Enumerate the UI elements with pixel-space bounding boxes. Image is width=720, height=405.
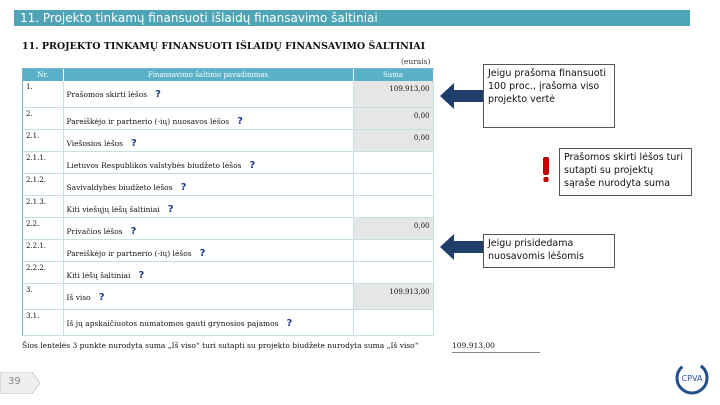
- row-number: 2.2.1.: [23, 239, 63, 261]
- row-sum-field[interactable]: [353, 173, 433, 195]
- help-icon[interactable]: ?: [155, 89, 161, 100]
- row-source-name: Privačios lėšos: [66, 226, 123, 236]
- row-number: 2.1.1.: [23, 151, 63, 173]
- row-sum-field[interactable]: [353, 195, 433, 217]
- row-number: 1.: [23, 81, 63, 107]
- table-row: [23, 239, 433, 261]
- row-source-name-cell: [63, 239, 353, 261]
- table-row: [23, 195, 433, 217]
- table-row: [23, 261, 433, 283]
- table-body: [23, 81, 433, 335]
- row-source-name-cell: [63, 129, 353, 151]
- row-source-name: Iš viso: [66, 292, 91, 302]
- help-icon[interactable]: ?: [249, 159, 256, 171]
- row-sum-field[interactable]: [353, 239, 433, 261]
- row-number: 3.: [23, 283, 63, 309]
- table-row: [23, 173, 433, 195]
- row-sum-field[interactable]: 0,00: [353, 107, 433, 129]
- help-icon[interactable]: ?: [180, 181, 187, 193]
- cpva-logo-icon: [672, 358, 712, 398]
- footnote: Šios lentelės 3 punkte nurodyta suma „Iš viso“ turi sutapti su projekto biudžete nurodyta suma „Iš viso“: [22, 341, 419, 350]
- row-source-name: Iš jų apskaičiuotos numatomos gauti grynosios pajamos: [66, 318, 279, 328]
- row-source-name-cell: [63, 283, 353, 309]
- row-source-name-cell: [63, 217, 353, 239]
- help-icon[interactable]: ?: [286, 317, 293, 329]
- row-number: 2.2.2.: [23, 261, 63, 283]
- help-icon[interactable]: ?: [199, 247, 206, 259]
- table-row: [23, 151, 433, 173]
- callout-requested-funds: Jeigu prašoma finansuoti 100 proc., įrašoma viso projekto vertė: [483, 64, 615, 128]
- row-number: 3.1.: [23, 309, 63, 335]
- row-source-name: Lietuvos Respublikos valstybės biudžeto lėšos: [66, 160, 242, 170]
- column-header-nr: Nr.: [23, 69, 63, 81]
- row-sum-field[interactable]: [353, 309, 433, 335]
- table-row: [23, 217, 433, 239]
- help-icon[interactable]: ?: [138, 269, 145, 281]
- row-number: 2.1.: [23, 129, 63, 151]
- slide-title: 11. Projekto tinkamų finansuoti išlaidų finansavimo šaltiniai: [14, 10, 690, 26]
- financing-sources-table: [23, 69, 434, 336]
- row-source-name: Savivaldybės biudžeto lėšos: [66, 182, 173, 192]
- column-header-sum: Suma: [353, 69, 433, 81]
- row-number: 2.: [23, 107, 63, 129]
- arrow-left-icon: [440, 83, 486, 109]
- row-number: 2.1.3.: [23, 195, 63, 217]
- help-icon[interactable]: ?: [130, 225, 137, 237]
- page-number-tag: [0, 372, 40, 394]
- row-sum-field[interactable]: 0,00: [353, 217, 433, 239]
- table-row: [23, 129, 433, 151]
- table-row: [23, 81, 433, 107]
- footnote-sum: 109.913,00: [452, 341, 540, 353]
- row-source-name: Kiti lėšų šaltiniai: [66, 270, 131, 280]
- row-sum-field[interactable]: 109.913,00: [353, 81, 433, 107]
- help-icon[interactable]: ?: [98, 291, 105, 303]
- row-source-name-cell: [63, 309, 353, 335]
- arrow-left-icon: [440, 234, 486, 260]
- callout-own-funds: Jeigu prisidedama nuosavomis lėšomis: [483, 234, 615, 268]
- row-source-name: Prašomos skirti lėšos: [66, 90, 148, 99]
- row-sum-field[interactable]: 109.913,00: [353, 283, 433, 309]
- row-source-name: Pareiškėjo ir partnerio (-ių) nuosavos lėšos: [66, 116, 230, 126]
- table-row: [23, 309, 433, 335]
- row-source-name-cell: [63, 81, 353, 107]
- column-header-source: Finansavimo šaltinio pavadinimas: [63, 69, 353, 81]
- row-source-name: Pareiškėjo ir partnerio (-ių) lėšos: [66, 248, 192, 258]
- row-sum-field[interactable]: [353, 261, 433, 283]
- table-row: [23, 283, 433, 309]
- callout-amount-match: Prašomos skirti lėšos turi sutapti su projektų sąraše nurodyta suma: [559, 148, 692, 196]
- currency-unit-label: (eurais): [401, 57, 431, 66]
- row-source-name-cell: [63, 261, 353, 283]
- help-icon[interactable]: ?: [167, 203, 174, 215]
- row-number: 2.2.: [23, 217, 63, 239]
- table-row: [23, 107, 433, 129]
- row-source-name-cell: [63, 173, 353, 195]
- help-icon[interactable]: ?: [131, 137, 137, 149]
- row-source-name: Viešosios lėšos: [66, 138, 124, 148]
- row-source-name-cell: [63, 151, 353, 173]
- document-heading: 11. PROJEKTO TINKAMŲ FINANSUOTI IŠLAIDŲ FINANSAVIMO ŠALTINIAI: [22, 41, 426, 52]
- row-sum-field[interactable]: 0,00: [353, 129, 433, 151]
- row-source-name: Kiti viešųjų lėšų šaltiniai: [66, 204, 160, 214]
- row-number: 2.1.2.: [23, 173, 63, 195]
- row-source-name-cell: [63, 195, 353, 217]
- exclamation-icon: [541, 156, 551, 184]
- row-source-name-cell: [63, 107, 353, 129]
- help-icon[interactable]: ?: [237, 115, 243, 127]
- page-number: 39: [8, 376, 21, 387]
- logo-text: CPVA: [681, 374, 703, 383]
- row-sum-field[interactable]: [353, 151, 433, 173]
